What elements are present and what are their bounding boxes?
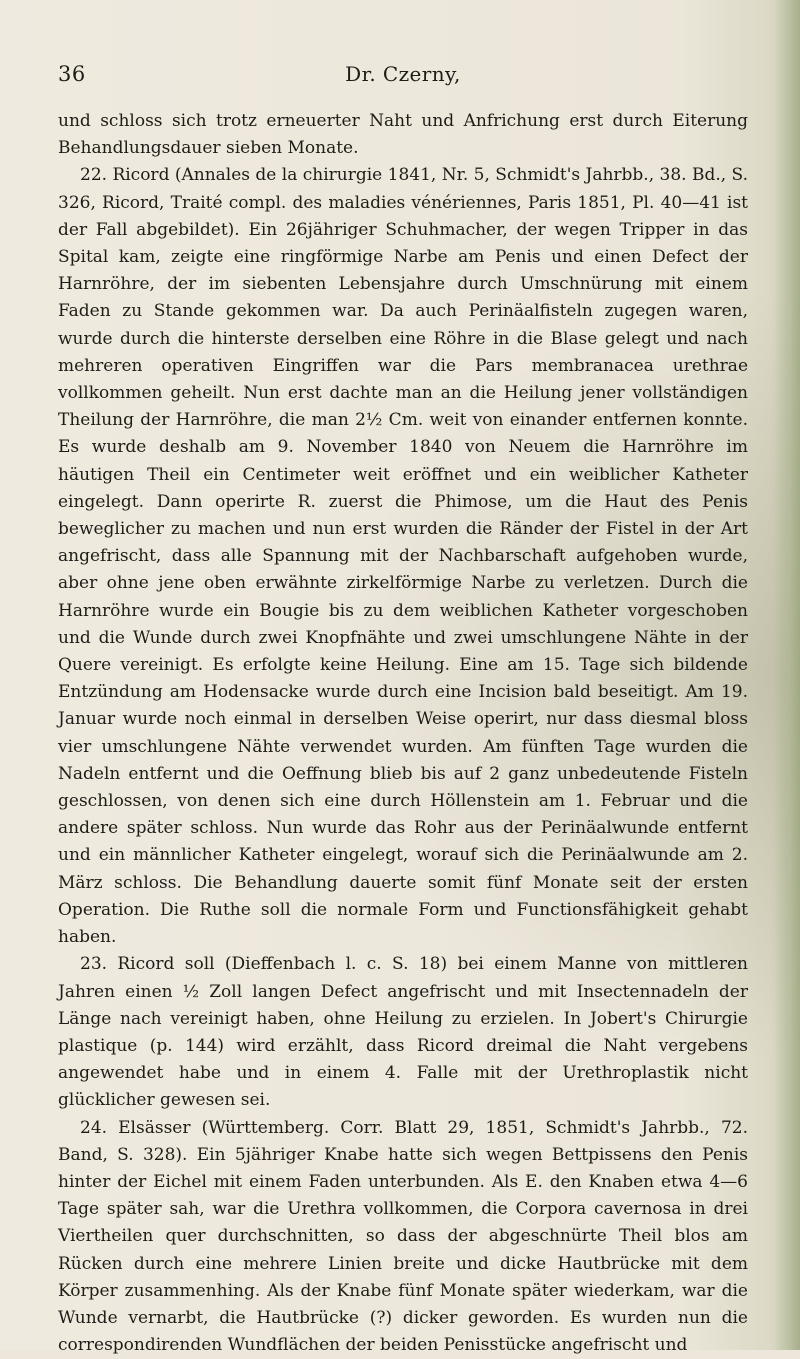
page-edge-shadow: [774, 0, 800, 1350]
paragraph-continuation: und schloss sich trotz erneuerter Naht und Anfrichung erst durch Eiterung Behandlungsdauer sieben Monate.: [58, 111, 748, 159]
paragraph-case-22: 22. Ricord (Annales de la chirurgie 1841, Nr. 5, Schmidt's Jahrbb., 38. Bd., S. 326, Ricord, Traité compl. des maladies vénériennes, Paris 1851, Pl. 40—41 ist der Fall abgebildet). Ein 26jähriger Schuhmacher, der wegen Tripper in das Spital kam, zeigte eine ringförmige Narbe am Penis und einen Defect der Harnröhre, der im siebenten Lebensjahre durch Umschnürung mit einem Faden zu Stande gekommen war. Da auch Perinäalfisteln zugegen waren, wurde durch die hinterste derselben eine Röhre in die Blase gelegt und nach mehreren operativen Eingriffen war die Pars membranacea urethrae vollkommen geheilt. Nun erst dachte man an die Heilung jener vollständigen Theilung der Harnröhre, die man 2½ Cm. weit von einander entfernen konnte. Es wurde deshalb am 9. November 1840 von Neuem die Harnröhre im häutigen Theil ein Centimeter weit eröffnet und ein weiblicher Katheter eingelegt. Dann operirte R. zuerst die Phimose, um die Haut des Penis beweglicher zu machen und nun erst wurden die Ränder der Fistel in der Art angefrischt, dass alle Spannung mit der Nachbarschaft aufgehoben wurde, aber ohne jene oben erwähnte zirkelförmige Narbe zu verletzen. Durch die Harnröhre wurde ein Bougie bis zu dem weiblichen Katheter vorgeschoben und die Wunde durch zwei Knopfnähte und zwei umschlungene Nähte in der Quere vereinigt. Es erfolgte keine Heilung. Eine am 15. Tage sich bildende Entzündung am Hodensacke wurde durch eine Incision bald beseitigt. Am 19. Januar wurde noch einmal in derselben Weise operirt, nur dass diesmal bloss vier umschlungene Nähte verwendet wurden. Am fünften Tage wurden die Nadeln entfernt und die Oeffnung blieb bis auf 2 ganz unbedeutende Fisteln geschlossen, von denen sich eine durch Höllenstein am 1. Februar und die andere später schloss. Nun wurde das Rohr aus der Perinäalwunde entfernt und ein männlicher Katheter eingelegt, worauf sich die Perinäalwunde am 2. März schloss. Die Behandlung dauerte somit fünf Monate seit der ersten Operation. Die Ruthe soll die normale Form und Functionsfähigkeit gehabt haben.: [58, 165, 748, 948]
running-head: Dr. Czerny,: [345, 62, 461, 86]
page-number: 36: [58, 62, 86, 86]
body-text: [58, 108, 748, 1359]
paragraph-case-24: 24. Elsässer (Württemberg. Corr. Blatt 29, 1851, Schmidt's Jahrbb., 72. Band, S. 328). Ein 5jähriger Knabe hatte sich wegen Bettpissens den Penis hinter der Eichel mit einem Faden unterbunden. Als E. den Knaben etwa 4—6 Tage später sah, war die Urethra vollkommen, die Corpora cavernosa in drei Viertheilen quer durchschnitten, so dass der abgeschnürte Theil blos am Rücken durch eine mehrere Linien breite und dicke Hautbrücke mit dem Körper zusammenhing. Als der Knabe fünf Monate später wiederkam, war die Wunde vernarbt, die Hautbrücke (?) dicker geworden. Es wurden nun die correspondirenden Wundflächen der beiden Penisstücke angefrischt und: [58, 1117, 748, 1356]
page-header: [58, 62, 748, 92]
paragraph-case-23: 23. Ricord soll (Dieffenbach l. c. S. 18) bei einem Manne von mittleren Jahren einen ½ Zoll langen Defect angefrischt und mit Insectennadeln der Länge nach vereinigt haben, ohne Heilung zu erzielen. In Jobert's Chirurgie plastique (p. 144) wird erzählt, dass Ricord dreimal die Naht vergebens angewendet habe und in einem 4. Falle mit der Urethroplastik nicht glücklicher gewesen sei.: [58, 954, 748, 1111]
